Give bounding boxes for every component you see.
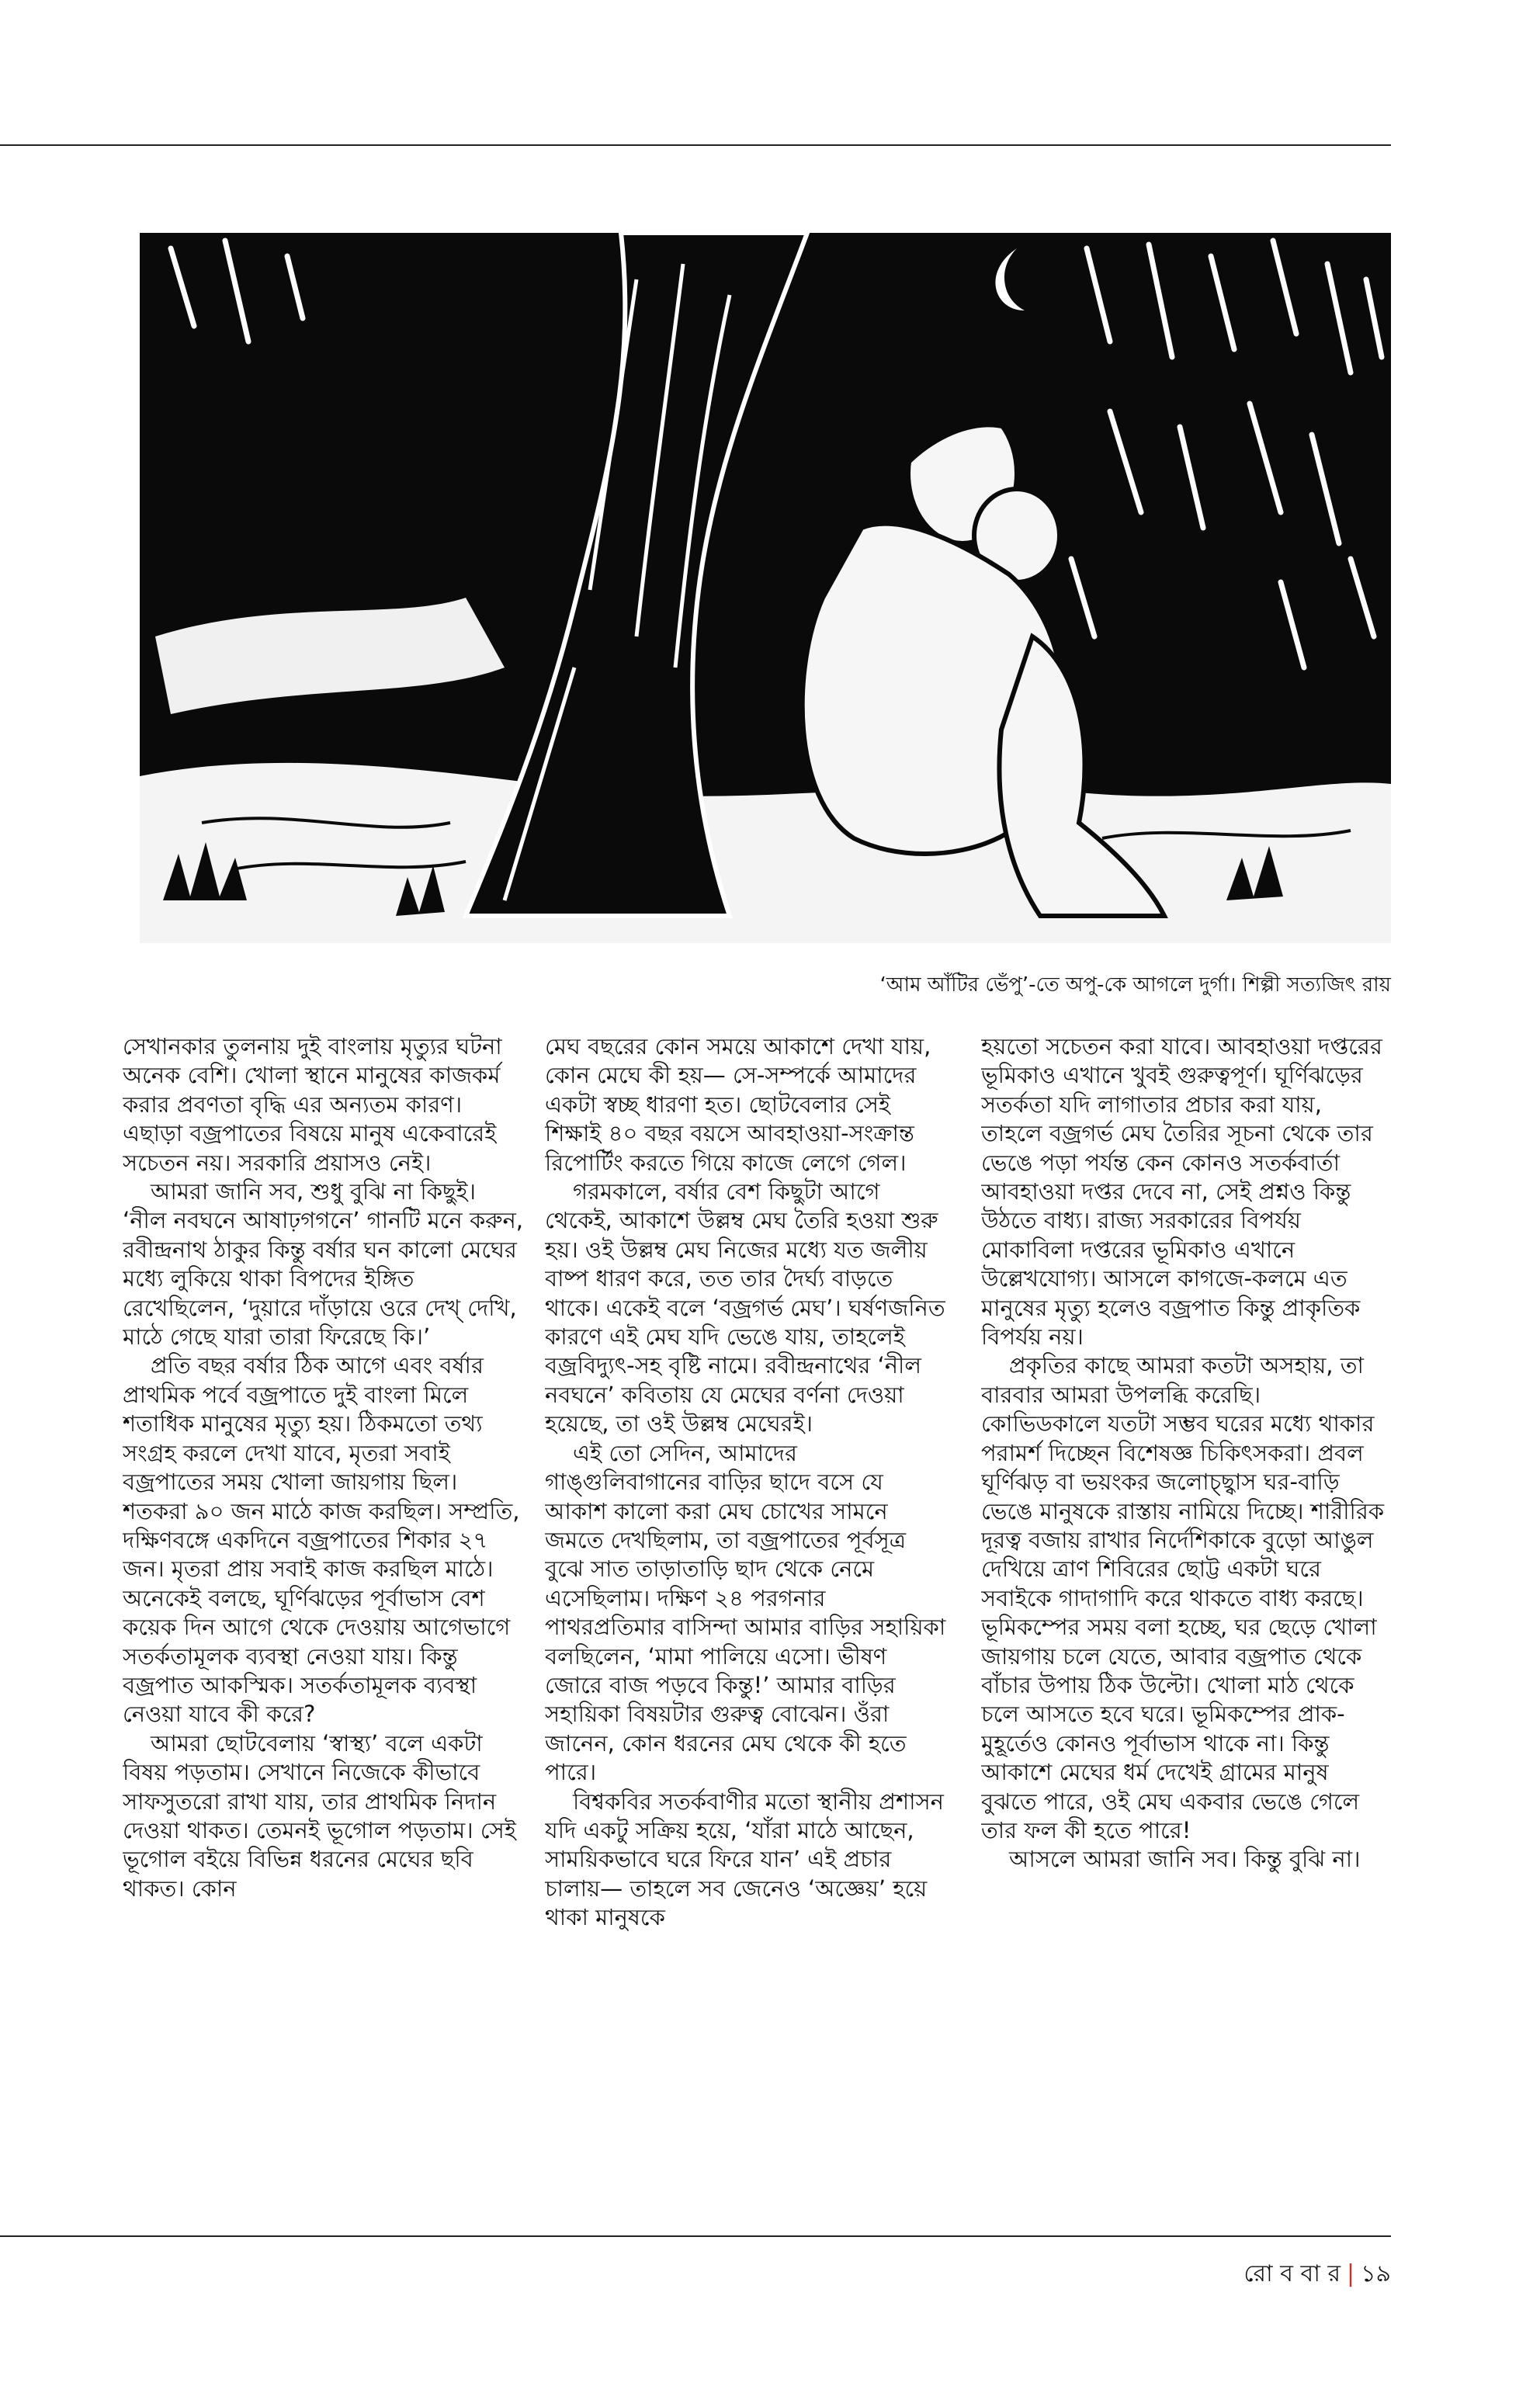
paragraph: আমরা ছোটবেলায় ‘স্বাস্থ্য’ বলে একটা বিষয় পড়তাম। সেখানে নিজেকে কীভাবে সাফসুতরো রাখা যায়, তার প্রাথমিক নিদান দেওয়া থাকত। তেমনই ভূগোল পড়তাম। সেই ভূগোল বইয়ে বিভিন্ন ধরনের মেঘের ছবি থাকত। কোন [123, 1729, 516, 1902]
paragraph: সেখানকার তুলনায় দুই বাংলায় মৃত্যুর ঘটনা অনেক বেশি। খোলা স্থানে মানুষের কাজকর্ম করার প্রবণতা বৃদ্ধি এর অন্যতম কারণ। এছাড়া বজ্রপাতের বিষয়ে মানুষ একেবারেই সচেতন নয়। সরকারি প্রয়াসও নেই। [123, 1033, 502, 1176]
top-rule [0, 144, 1391, 146]
paragraph: বিশ্বকবির সতর্কবাণীর মতো স্থানীয় প্রশাসন যদি একটু সক্রিয় হয়ে, ‘যাঁরা মাঠে আছেন, সাময়িকভাবে ঘরে ফিরে যান’ এই প্রচার চালায়— তাহলে সব জেনেও ‘অজ্ঞেয়’ হয়ে থাকা মানুষকে [545, 1788, 944, 1931]
text-column-2 [545, 1032, 949, 2197]
text-column-3 [981, 1032, 1385, 2197]
paragraph: গরমকালে, বর্ষার বেশ কিছুটা আগে থেকেই, আকাশে উল্লম্ব মেঘ তৈরি হওয়া শুরু হয়। ওই উল্লম্ব মেঘ নিজের মধ্যে যত জলীয় বাষ্প ধারণ করে, তত তার দৈর্ঘ্য বাড়তে থাকে। একেই বলে ‘বজ্রগর্ভ মেঘ’। ঘর্ষণজনিত কারণে এই মেঘ যদি ভেঙে যায়, তাহলেই বজ্রবিদ্যুৎ-সহ বৃষ্টি নামে। রবীন্দ্রনাথের ‘নীল নবঘনে’ কবিতায় যে মেঘের বর্ণনা দেওয়া হয়েছে, তা ওই উল্লম্ব মেঘেরই। [545, 1178, 945, 1438]
paragraph: প্রকৃতির কাছে আমরা কতটা অসহায়, তা বারবার আমরা উপলব্ধি করেছি। কোভিডকালে যতটা সম্ভব ঘরের মধ্যে থাকার পরামর্শ দিচ্ছেন বিশেষজ্ঞ চিকিৎসকরা। প্রবল ঘূর্ণিঝড় বা ভয়ংকর জলোচ্ছ্বাস ঘর-বাড়ি ভেঙে মানুষকে রাস্তায় নামিয়ে দিচ্ছে। শারীরিক দূরত্ব বজায় রাখার নির্দেশিকাকে বুড়ো আঙুল দেখিয়ে ত্রাণ শিবিরের ছোট্ট একটা ঘরে সবাইকে গাদাগাদি করে থাকতে বাধ্য করছে। ভূমিকম্পের সময় বলা হচ্ছে, ঘর ছেড়ে খোলা জায়গায় চলে যেতে, আবার বজ্রপাত থেকে বাঁচার উপায় ঠিক উল্টো। খোলা মাঠ থেকে চলে আসতে হবে ঘরে। ভূমিকম্পের প্রাক-মুহূর্তেও কোনও পূর্বাভাস থাকে না। কিন্তু আকাশে মেঘের ধর্ম দেখেই গ্রামের মানুষ বুঝতে পারে, ওই মেঘ একবার ভেঙে গেলে তার ফল কী হতে পারে! [981, 1352, 1385, 1843]
bottom-rule [0, 2235, 1391, 2237]
paragraph: আমরা জানি সব, শুধু বুঝি না কিছুই। ‘নীল নবঘনে আষাঢ়গগনে’ গানটি মনে করুন, রবীন্দ্রনাথ ঠাকুর কিন্তু বর্ষার ঘন কালো মেঘের মধ্যে লুকিয়ে থাকা বিপদের ইঙ্গিত রেখেছিলেন, ‘দুয়ারে দাঁড়ায়ে ওরে দেখ্‌ দেখি, মাঠে গেছে যারা তারা ফিরেছে কি।’ [123, 1178, 524, 1351]
paragraph: এই তো সেদিন, আমাদের গাঙ্গুলিবাগানের বাড়ির ছাদে বসে যে আকাশ কালো করা মেঘ চোখের সামনে জমতে দেখছিলাম, তা বজ্রপাতের পূর্বসূত্র বুঝে সাত তাড়াতাড়ি ছাদ থেকে নেমে এসেছিলাম। দক্ষিণ ২৪ পরগনার পাথরপ্রতিমার বাসিন্দা আমার বাড়ির সহায়িকা বলছিলেন, ‘মামা পালিয়ে এসো। ভীষণ জোরে বাজ পড়বে কিন্তু!’ আমার বাড়ির সহায়িকা বিষয়টার গুরুত্ব বোঝেন। ওঁরা জানেন, কোন ধরনের মেঘ থেকে কী হতে পারে। [545, 1439, 946, 1786]
footer-separator: | [1346, 2260, 1355, 2287]
paragraph: মেঘ বছরের কোন সময়ে আকাশে দেখা যায়, কোন মেঘে কী হয়— সে-সম্পর্কে আমাদের একটা স্বচ্ছ ধারণা হত। ছোটবেলার সেই শিক্ষাই ৪০ বছর বয়সে আবহাওয়া-সংক্রান্ত রিপোর্টিং করতে গিয়ে কাজে লেগে গেল। [545, 1033, 931, 1176]
page-number: ১৯ [1361, 2260, 1391, 2287]
page-footer [1243, 2255, 1391, 2294]
paragraph: আসলে আমরা জানি সব। কিন্তু বুঝি না। [1009, 1846, 1361, 1873]
image-caption: ‘আম আঁটির ভেঁপু’-তে অপু-কে আগলে দুর্গা। শিল্পী সত্যজিৎ রায় [879, 973, 1391, 997]
text-column-1 [123, 1032, 526, 2197]
illustration-durga-apu [140, 233, 1391, 943]
paragraph: প্রতি বছর বর্ষার ঠিক আগে এবং বর্ষার প্রাথমিক পর্বে বজ্রপাতে দুই বাংলা মিলে শতাধিক মানুষের মৃত্যু হয়। ঠিকমতো তথ্য সংগ্রহ করলে দেখা যাবে, মৃতরা সবাই বজ্রপাতের সময় খোলা জায়গায় ছিল। শতকরা ৯০ জন মাঠে কাজ করছিল। সম্প্রতি, দক্ষিণবঙ্গে একদিনে বজ্রপাতের শিকার ২৭ জন। মৃতরা প্রায় সবাই কাজ করছিল মাঠে। অনেকেই বলছে, ঘূর্ণিঝড়ের পূর্বাভাস বেশ কয়েক দিন আগে থেকে দেওয়ায় আগেভাগে সতর্কতামূলক ব্যবস্থা নেওয়া যায়। কিন্তু বজ্রপাত আকস্মিক। সতর্কতামূলক ব্যবস্থা নেওয়া যাবে কী করে? [123, 1352, 520, 1728]
paragraph: হয়তো সচেতন করা যাবে। আবহাওয়া দপ্তরের ভূমিকাও এখানে খুবই গুরুত্বপূর্ণ। ঘূর্ণিঝড়ের সতর্কতা যদি লাগাতার প্রচার করা যায়, তাহলে বজ্রগর্ভ মেঘ তৈরির সূচনা থেকে তার ভেঙে পড়া পর্যন্ত কেন কোনও সতর্কবার্তা আবহাওয়া দপ্তর দেবে না, সেই প্রশ্নও কিন্তু উঠতে বাধ্য। রাজ্য সরকারের বিপর্যয় মোকাবিলা দপ্তরের ভূমিকাও এখানে উল্লেখযোগ্য। আসলে কাগজে-কলমে এত মানুষের মৃত্যু হলেও বজ্রপাত কিন্তু প্রাকৃতিক বিপর্যয় নয়। [981, 1033, 1382, 1351]
magazine-name: রো ব বা র [1243, 2260, 1341, 2287]
